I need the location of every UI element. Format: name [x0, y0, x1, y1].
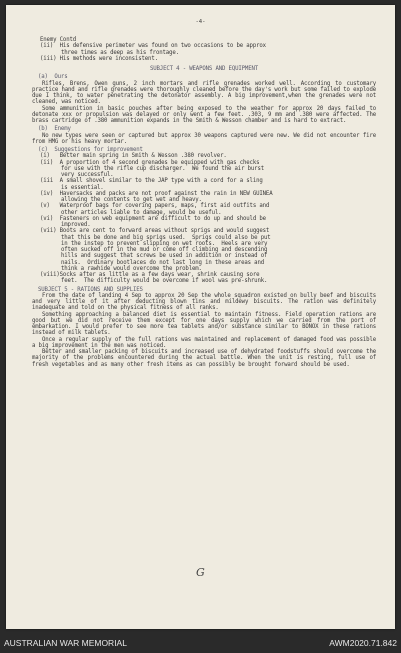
text-line: very successful. — [61, 172, 114, 178]
text-line: SUBJECT 4 - WEAPONS AND EQUIPMENT — [149, 66, 259, 72]
text-line: allowing the contents to get wet and heavy. — [61, 197, 202, 203]
text-line: (v) Waterproof bags for covering papers, maps, first aid outfits and — [40, 203, 270, 210]
archive-name: AUSTRALIAN WAR MEMORIAL — [4, 638, 127, 648]
text-line: for use with the rifle cup discharger. We found the air burst — [61, 165, 264, 172]
handwritten-initial: G — [196, 566, 205, 579]
text-line: (ii) A proportion of 4 second grenades be equipped with gas checks — [40, 159, 260, 166]
catalogue-number: AWM2020.71.842 — [329, 638, 397, 648]
text-line: improved. — [61, 222, 91, 228]
text-line: SUBJECT 5 - RATIONS AND SUPPLIES — [38, 286, 143, 293]
text-line: (vii) Boots are cent to forward areas without sprigs and would suggest — [40, 228, 270, 235]
text-line: think a rawhide would overcome the problem. — [61, 265, 202, 272]
text-line: hills and suggest that screws be used in addition or instead of — [61, 253, 268, 260]
text-line: nails. Ordinary bootlaces do not last long in these areas and — [61, 259, 264, 266]
text-line: (viii)Socks after as little as a few days wear, shrink causing sore — [40, 272, 260, 278]
text-line: Rifles, Brens, Owen guns, 2 inch mortars and rifle grenades worked well. According to customary practice hand and rifle grenades were thoroughly cleaned before the day's work but some failed to explode due I think, to water penetrating the detonator assembly. A big improvement,when the grenades were not cleaned, was noticed. — [32, 80, 376, 106]
page-number: -4- — [195, 19, 206, 25]
text-line: other articles liable to damage, would be useful. — [61, 209, 222, 216]
text-line: No new types were seen or captured but approx 30 weapons captured were new. We did not encounter fire from HMG or his heavy mortar. — [32, 132, 376, 145]
text-line: (iv) Haversacks and packs are not proof against the rain in NEW GUINEA — [40, 190, 273, 197]
text-line: (i) Better main spring in Smith & Wesson .380 revolver. — [40, 153, 227, 160]
text-line: that this be done and big sprigs used. Sprigs could also be put — [61, 234, 271, 241]
text-line: (b) Enemy — [38, 126, 71, 133]
text-line: Once a regular supply of the full rations was maintained and replacement of damaged food was possible a big improvement in the men was noticed. — [32, 336, 376, 349]
text-line: Better and smaller packing of biscuits and increased use of dehydrated foodstuffs should overcome the majority of the problems encountered during the actual battle. When the unit is resting, full use of fresh vegetables and as many other fresh items as can possibly be brought forward should be used. — [32, 349, 376, 368]
caption-bar — [0, 633, 401, 653]
text-line: (a) Ours — [38, 74, 68, 81]
text-line: Some ammunition in basic pouches after being exposed to the weather for approx 20 days failed to detonate xxx or propulsion was delayed or only went a few feet. .303, 9 mm and .380 were affected. The brass cartridge of .380 ammunition expands in the Smith & Wesson chamber and is hard to extract. — [32, 105, 376, 124]
document-body — [32, 37, 376, 368]
document-page — [6, 5, 395, 629]
text-line: (iii) His methods were inconsistent. — [40, 55, 158, 62]
text-line: (vi) Fasteners on web equipment are difficult to do up and should be — [40, 215, 266, 222]
text-line: (ii) His defensive perimeter was found on two occasions to be approx — [40, 43, 266, 50]
text-line: feet. The difficulty would be overcome if wool was pre-shrunk. — [61, 278, 268, 285]
text-line: is essential. — [61, 184, 104, 191]
text-line: Something approaching a balanced diet is essential to maintain fitness. Field operation rations are good but we did not receive them except for one days supply which we carried from the port of embarkation. I would prefer to see more tea tablets and/or substance similar to BONOX in these rations instead of milk tablets. — [32, 311, 376, 337]
text-line: (iii A small shovel similar to the JAP type with a cord for a sling — [40, 178, 263, 185]
text-line: From the date of landing 4 Sep to approx 20 Sep the whole squadron existed on bully beef and biscuits and very little of it after deducting blown tins and mildewy biscuits. The ration was definitely inadequate and told on the physical fitness of all ranks. — [32, 292, 376, 312]
text-line: (c) Suggestions for improvement — [38, 147, 143, 153]
text-line: three times as deep as his frontage. — [61, 49, 179, 56]
text-line: often sucked off in the mud or come off climbing and descending — [61, 247, 268, 253]
text-line: in the instep to prevent slipping on wet roots. Heels are very — [61, 240, 268, 247]
text-line: Enemy Contd — [40, 37, 77, 43]
